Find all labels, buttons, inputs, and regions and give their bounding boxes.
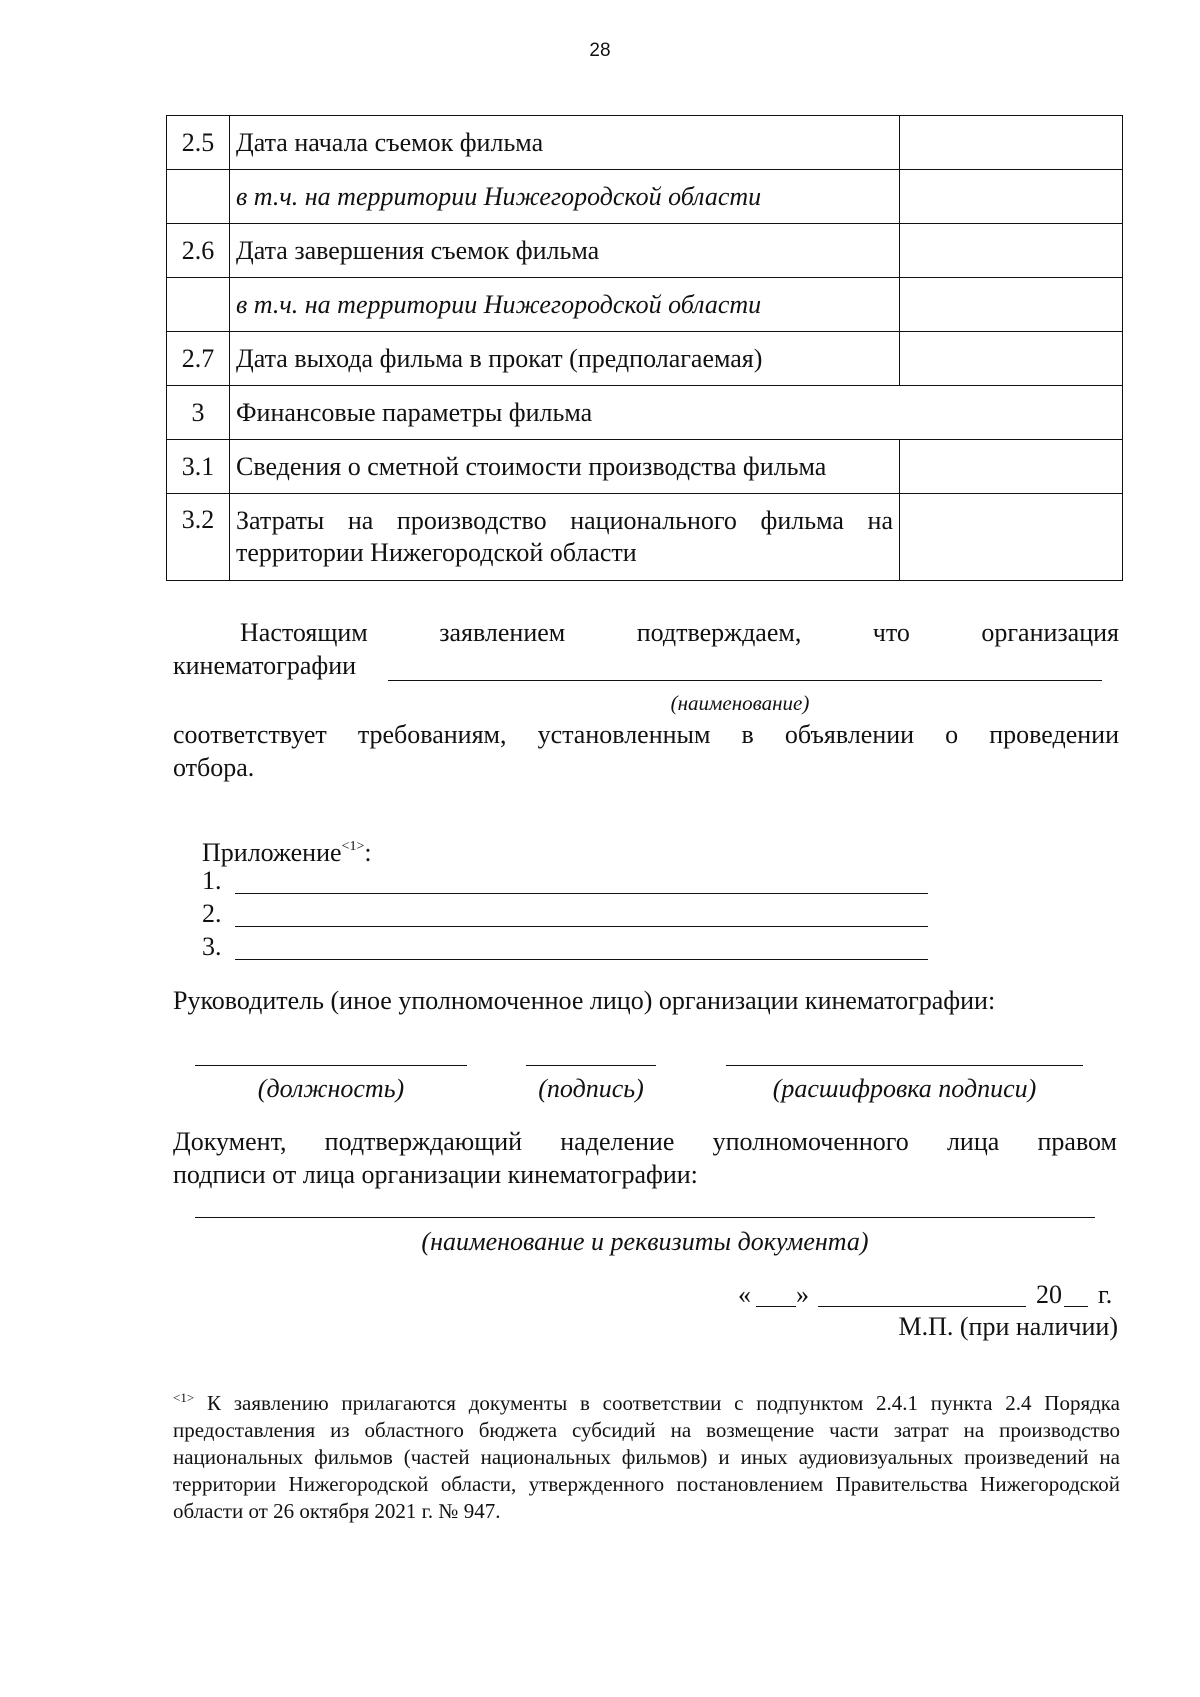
value-cell[interactable] xyxy=(900,224,1123,278)
date-open-quote: « xyxy=(738,1280,751,1309)
row-number: 3.1 xyxy=(167,440,230,494)
row-number: 3.2 xyxy=(167,494,230,581)
table-row xyxy=(167,170,1123,224)
document-details-line[interactable] xyxy=(195,1217,1095,1218)
attachment-heading: Приложение$^{<1>}$: xyxy=(202,838,372,867)
row-number xyxy=(167,278,230,332)
row-number: 3 xyxy=(167,386,230,440)
signature-decode-caption: (расшифровка подписи) xyxy=(772,1074,1037,1103)
footnote-mark: <1> xyxy=(173,1390,195,1405)
row-label: Сведения о сметной стоимости производства фильма xyxy=(230,440,900,494)
footnote-text: К заявлению прилагаются документы в соответствии с подпунктом 2.4.1 пункта 2.4 Порядка предоставления из областного бюджета субсидий на возмещение части затрат на производство национальных фильмов (частей национальных фильмов) и иных аудиовизуальных произведений на территории Нижегородской области, утвержденного постановлением Правительства Нижегородской области от 26 октября 2021 г. № 947. xyxy=(173,1391,1121,1523)
signature-line[interactable] xyxy=(526,1065,656,1066)
attachment-line-1[interactable] xyxy=(235,893,928,894)
document-line-1: Документ, подтверждающий наделение уполномоченного лица правом xyxy=(173,1127,1117,1156)
attachment-item-number: 2. xyxy=(202,899,222,928)
value-cell[interactable] xyxy=(900,170,1123,224)
signature-caption: (подпись) xyxy=(538,1074,644,1103)
row-number: 2.5 xyxy=(167,116,230,170)
row-label: в т.ч. на территории Нижегородской области xyxy=(230,278,900,332)
position-caption: (должность) xyxy=(257,1074,405,1103)
date-month-line[interactable] xyxy=(818,1306,1026,1307)
date-year-suffix: г. xyxy=(1098,1280,1113,1309)
footnote xyxy=(173,1384,1120,1525)
date-year-prefix: 20 xyxy=(1036,1280,1062,1309)
confirm-line-2: кинематографии xyxy=(173,651,357,680)
value-cell[interactable] xyxy=(900,494,1123,581)
stamp-note: М.П. (при наличии) xyxy=(898,1312,1118,1341)
row-number xyxy=(167,170,230,224)
attachment-label: Приложение xyxy=(202,838,342,867)
date-year-line[interactable] xyxy=(1064,1306,1088,1307)
footnote-ref: <1> xyxy=(341,839,365,854)
attachment-item-number: 1. xyxy=(202,866,222,895)
row-label: Дата выхода фильма в прокат (предполагаемая) xyxy=(230,332,900,386)
name-caption: (наименование) xyxy=(670,691,810,715)
table-row xyxy=(167,440,1123,494)
document-caption: (наименование и реквизиты документа) xyxy=(421,1227,869,1256)
document-line-2: подписи от лица организации кинематографии: xyxy=(173,1160,698,1189)
row-label: Дата начала съемок фильма xyxy=(230,116,900,170)
table-row xyxy=(167,116,1123,170)
position-line[interactable] xyxy=(195,1065,467,1066)
row-label: в т.ч. на территории Нижегородской области xyxy=(230,170,900,224)
section-heading: Финансовые параметры фильма xyxy=(230,386,1123,440)
row-number: 2.7 xyxy=(167,332,230,386)
attachment-line-2[interactable] xyxy=(235,926,928,927)
value-cell[interactable] xyxy=(900,440,1123,494)
date-close-quote: » xyxy=(796,1280,809,1309)
confirm-line-3: соответствует требованиям, установленным в объявлении о проведении xyxy=(173,720,1119,749)
attachment-line-3[interactable] xyxy=(235,959,928,960)
confirm-line-4: отбора. xyxy=(173,753,255,782)
row-number: 2.6 xyxy=(167,224,230,278)
row-label: Затраты на производство национального фильма на территории Нижегородской области xyxy=(230,494,900,581)
page-number: 28 xyxy=(589,40,611,61)
head-label: Руководитель (иное уполномоченное лицо) организации кинематографии: xyxy=(173,986,996,1015)
organization-name-line[interactable] xyxy=(388,680,1102,681)
row-label: Дата завершения съемок фильма xyxy=(230,224,900,278)
confirm-line-1: Настоящим заявлением подтверждаем, что организация xyxy=(240,618,1119,647)
film-parameters-table xyxy=(166,115,1123,581)
value-cell[interactable] xyxy=(900,332,1123,386)
table-row xyxy=(167,278,1123,332)
table-row xyxy=(167,332,1123,386)
date-day-line[interactable] xyxy=(756,1306,796,1307)
table-row xyxy=(167,386,1123,440)
value-cell[interactable] xyxy=(900,116,1123,170)
table-row xyxy=(167,494,1123,581)
signature-decode-line[interactable] xyxy=(726,1065,1083,1066)
table-row xyxy=(167,224,1123,278)
attachment-item-number: 3. xyxy=(202,932,222,961)
value-cell[interactable] xyxy=(900,278,1123,332)
